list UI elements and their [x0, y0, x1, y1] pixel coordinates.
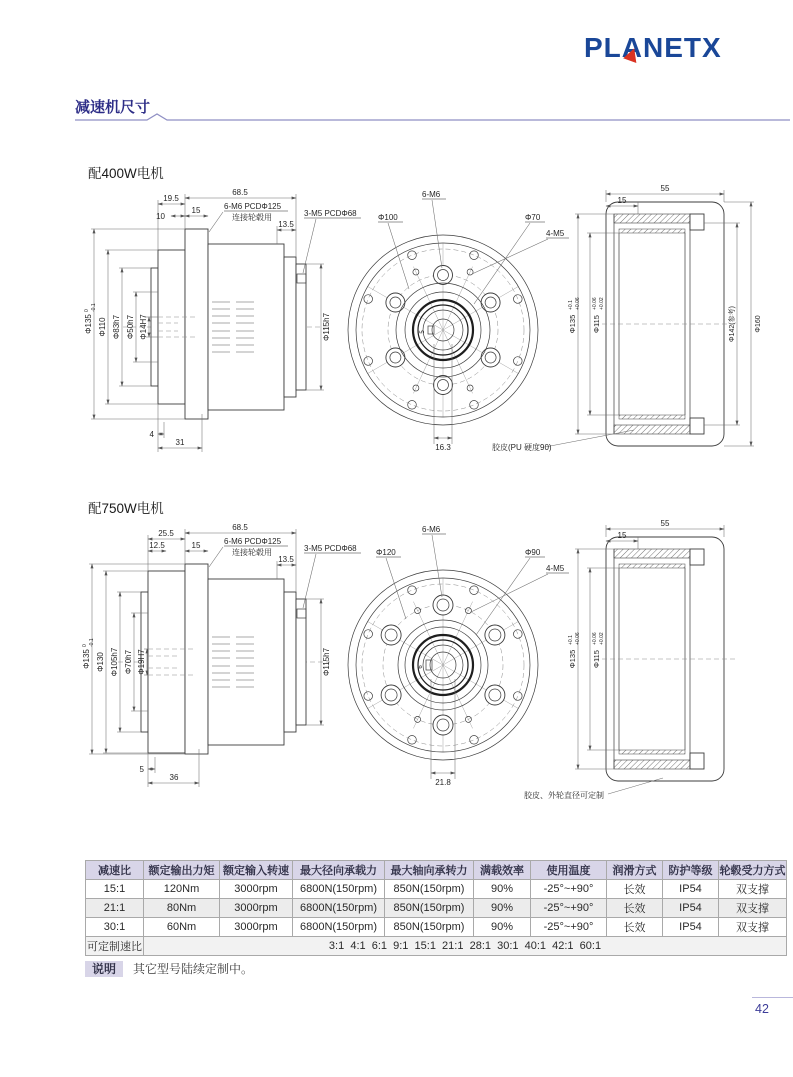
dia-label: Φ115h7	[322, 312, 331, 342]
cell: 90%	[474, 918, 531, 937]
tol-top: +0.06	[592, 297, 598, 310]
dim-label: 13.5	[278, 220, 294, 229]
bolt-note2: 连接轮毂用	[232, 548, 272, 557]
dim-label: 19.5	[163, 194, 179, 203]
cell: -25°~+90°	[531, 918, 607, 937]
cell: -25°~+90°	[531, 899, 607, 918]
title-underline	[75, 112, 791, 124]
table-row	[86, 918, 787, 937]
dim-label: 10	[156, 212, 165, 221]
cell: 长效	[607, 918, 663, 937]
cell: 双支撑	[719, 899, 787, 918]
m6-note: 6-M6	[422, 190, 441, 199]
front-view-400w	[348, 190, 569, 452]
tol-bot: +0.02	[599, 632, 605, 645]
dim-label: 15	[617, 196, 627, 205]
spec-table	[85, 860, 787, 956]
dia-label: Φ142(参考)	[729, 306, 736, 342]
col-header: 额定输入转速	[220, 861, 293, 880]
cell: 90%	[474, 899, 531, 918]
rubber-note: 胶皮、外轮直径可定制	[524, 791, 604, 800]
dia-label: Φ130	[96, 652, 105, 672]
cell: 3000rpm	[220, 880, 293, 899]
dia-label: Φ115	[592, 315, 601, 333]
brand-logo	[584, 32, 722, 64]
cell: IP54	[663, 918, 719, 937]
dia-note: Φ100	[378, 213, 398, 222]
m5-note: 4-M5	[546, 564, 565, 573]
cell: 60Nm	[144, 918, 220, 937]
remark-badge: 说明	[85, 961, 123, 977]
cell: 850N(150rpm)	[385, 899, 474, 918]
dim-label: 15	[191, 541, 201, 550]
cell: 6800N(150rpm)	[293, 918, 385, 937]
dimension-drawing-750w	[78, 517, 784, 809]
tol-bot: +0.06	[575, 632, 581, 645]
wheel-view-750w	[524, 519, 736, 800]
cell: 双支撑	[719, 918, 787, 937]
dia-label: Φ19H7	[137, 649, 146, 675]
col-header: 满载效率	[474, 861, 531, 880]
dim-label: 21.8	[435, 778, 451, 787]
col-header: 最大径向承载力	[293, 861, 385, 880]
bolt-note: 6-M6 PCDΦ125	[224, 202, 282, 211]
cell: 21:1	[86, 899, 144, 918]
m6-note: 6-M6	[422, 525, 441, 534]
logo-letter-a: A	[621, 32, 644, 63]
wheel-view-400w	[492, 184, 762, 452]
dia-label: Φ50h7	[126, 314, 135, 340]
rubber-note: 胶皮(PU 硬度90)	[492, 443, 552, 452]
cell: 3000rpm	[220, 899, 293, 918]
dia-label: Φ135	[568, 649, 577, 669]
m5-note: 3-M5 PCDΦ68	[304, 209, 357, 218]
cell: 6800N(150rpm)	[293, 899, 385, 918]
dim-label: 12.5	[149, 541, 165, 550]
dia-label: Φ14H7	[139, 314, 148, 340]
dim-label: 5	[139, 765, 144, 774]
dim-label: 25.5	[158, 529, 174, 538]
col-header: 额定输出力矩	[144, 861, 220, 880]
col-header: 减速比	[86, 861, 144, 880]
cell: 120Nm	[144, 880, 220, 899]
remark-text: 其它型号陆续定制中。	[133, 962, 254, 976]
dimension-drawing-400w	[78, 182, 784, 474]
page-title: 减速机尺寸	[75, 99, 151, 116]
table-header-row	[86, 861, 787, 880]
tol-bot: +0.02	[599, 297, 605, 310]
tol-top: 0	[82, 644, 88, 647]
dia-label: Φ115	[592, 650, 601, 668]
m5-note: 4-M5	[546, 229, 565, 238]
tol-bot: +0.06	[575, 297, 581, 310]
dim-label: 15	[617, 531, 627, 540]
dim-label: 4	[149, 430, 154, 439]
side-view-outline-750w	[118, 564, 330, 754]
col-header: 防护等级	[663, 861, 719, 880]
tol-top: 0	[84, 309, 90, 312]
logo-text-pre: PL	[584, 32, 622, 63]
dia-note: Φ70	[525, 213, 541, 222]
dim-label: 55	[660, 184, 670, 193]
table-row	[86, 880, 787, 899]
cell: 6800N(150rpm)	[293, 880, 385, 899]
dia-note: Φ120	[376, 548, 396, 557]
dim-label: 16.3	[435, 443, 451, 452]
cell: 90%	[474, 880, 531, 899]
cell: 850N(150rpm)	[385, 918, 474, 937]
dia-note: Φ90	[525, 548, 541, 557]
side-view-outline-400w	[123, 229, 330, 419]
dia-label: Φ70h7	[124, 649, 133, 675]
dim-label: 31	[175, 438, 185, 447]
cell: 850N(150rpm)	[385, 880, 474, 899]
tol-bot: -0.1	[91, 303, 97, 312]
dia-label: Φ135	[568, 314, 577, 334]
dia-label: Φ83h7	[112, 314, 121, 340]
dia-label: Φ110	[98, 317, 107, 337]
tol-top: +0.06	[592, 632, 598, 645]
keyway-dim: 5	[420, 330, 426, 334]
keyway-dim: 6	[418, 665, 424, 669]
dim-label: 36	[169, 773, 179, 782]
cell: 30:1	[86, 918, 144, 937]
tol-top: +0.1	[568, 635, 574, 645]
logo-text-post: NETX	[643, 32, 722, 63]
cell: IP54	[663, 880, 719, 899]
dia-label: Φ105h7	[110, 647, 119, 677]
section-label-750w: 配750W电机	[88, 501, 164, 516]
col-header: 轮毂受力方式	[719, 861, 787, 880]
dim-label: 68.5	[232, 188, 248, 197]
table-row	[86, 899, 787, 918]
cell: 80Nm	[144, 899, 220, 918]
col-header: 最大轴向承转力	[385, 861, 474, 880]
cell: 双支撑	[719, 880, 787, 899]
bolt-note: 6-M6 PCDΦ125	[224, 537, 282, 546]
remark	[85, 960, 253, 977]
tol-top: +0.1	[568, 300, 574, 310]
col-header: 使用温度	[531, 861, 607, 880]
dia-label: Φ160	[755, 315, 762, 333]
tol-bot: -0.1	[89, 638, 95, 647]
custom-ratio-values: 3:1 4:1 6:1 9:1 15:1 21:1 28:1 30:1 40:1 42:1 60:1	[144, 937, 787, 956]
dia-label: Φ115h7	[322, 647, 331, 677]
cell: -25°~+90°	[531, 880, 607, 899]
custom-ratio-row	[86, 937, 787, 956]
cell: IP54	[663, 899, 719, 918]
m5-note: 3-M5 PCDΦ68	[304, 544, 357, 553]
cell: 15:1	[86, 880, 144, 899]
dim-label: 68.5	[232, 523, 248, 532]
cell: 长效	[607, 899, 663, 918]
dim-label: 13.5	[278, 555, 294, 564]
dia-label: Φ135	[84, 314, 93, 334]
page-number: 42	[755, 1002, 769, 1016]
cell: 3000rpm	[220, 918, 293, 937]
dim-label: 15	[191, 206, 201, 215]
dim-label: 55	[660, 519, 670, 528]
section-label-400w: 配400W电机	[88, 166, 164, 181]
footer-rule	[752, 997, 793, 998]
front-view-750w	[348, 525, 569, 787]
dia-label: Φ135	[82, 649, 91, 669]
col-header: 润滑方式	[607, 861, 663, 880]
bolt-note2: 连接轮毂用	[232, 213, 272, 222]
cell: 长效	[607, 880, 663, 899]
custom-ratio-label: 可定制速比	[86, 937, 144, 956]
